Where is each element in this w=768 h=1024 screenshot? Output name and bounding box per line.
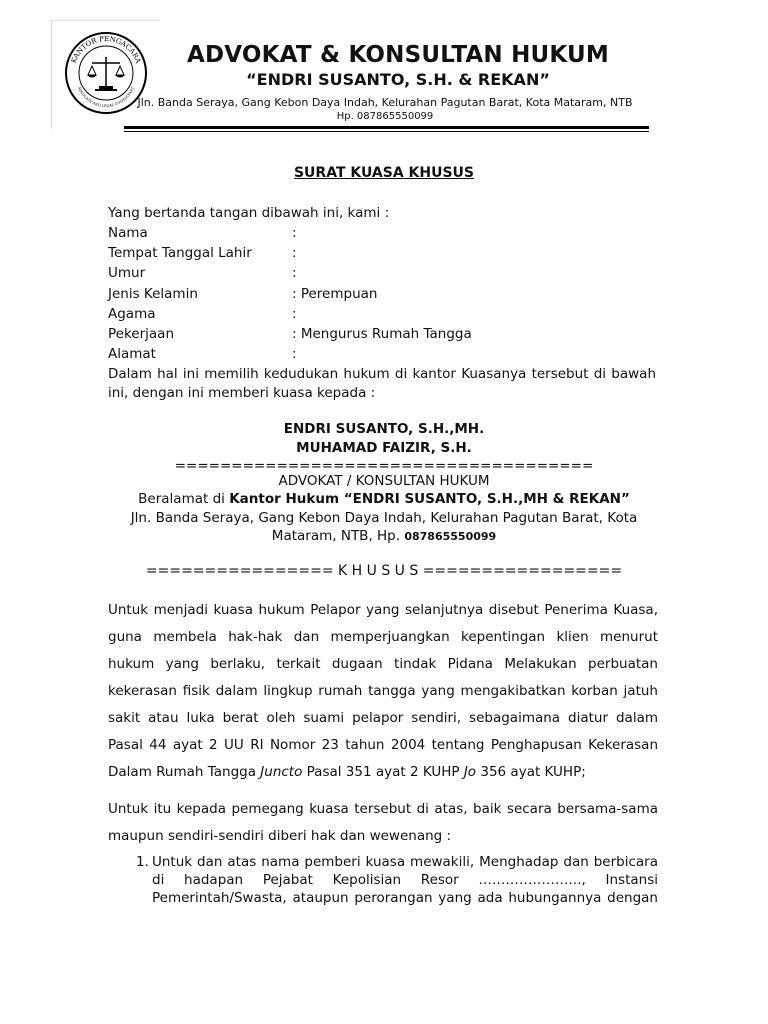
identity-value: : Mengurus Rumah Tangga [292,326,472,342]
identity-label: Jenis Kelamin [108,286,198,302]
identity-label: Pekerjaan [108,326,175,342]
khusus-divider: ================ K H U S U S ================= [145,563,623,579]
authority-paragraph [108,796,658,850]
purpose-line: guna membela hak-hak dan memperjuangkan kepentingan klien menurut [108,629,658,645]
identity-label: Agama [108,306,156,322]
logo-text-top: KANTOR PENGACARA [69,34,143,65]
separator: ===================================== [174,458,594,474]
item-line: Pemerintah/Swasta, ataupun perorangan yang ada hubungannya dengan [152,890,658,906]
identity-row-ttl [108,245,668,265]
identity-value: : [292,346,297,362]
identity-value: : [292,265,297,281]
identity-value: : [292,225,297,241]
identity-row-pekerjaan [108,326,668,346]
authority-line: maupun sendiri-sendiri diberi hak dan wewenang : [108,828,452,844]
office-prefix: Beralamat di [138,491,230,507]
firm-subtitle: “ENDRI SUSANTO, S.H. & REKAN” [246,70,550,89]
delegation-line: ini, dengan ini memberi kuasa kepada : [108,385,376,401]
office-address-line: Jln. Banda Seraya, Gang Kebon Daya Indah, Kelurahan Pagutan Barat, Kota [130,510,638,526]
identity-row-alamat [108,346,668,366]
identity-row-umur [108,265,668,285]
authority-line: Untuk itu kepada pemegang kuasa tersebut di atas, baik secara bersama-sama [108,801,658,817]
letterhead-rule-thick [124,126,649,129]
intro-text: Yang bertanda tangan dibawah ini, kami : [108,205,390,221]
identity-value: : Perempuan [292,286,378,302]
firm-address: Jln. Banda Seraya, Gang Kebon Daya Indah, Kelurahan Pagutan Barat, Kota Mataram, NTB [137,96,633,109]
identity-row-jenis-kelamin [108,286,668,306]
office-address-line: Mataram, NTB, Hp. 087865550099 [271,528,497,544]
identity-value: : [292,245,297,261]
office-phone: 087865550099 [404,530,497,543]
identity-label: Umur [108,265,146,281]
purpose-line: hukum yang berlaku, terkait dugaan tindak Pidana Melakukan perbuatan [108,656,658,672]
item-line: Untuk dan atas nama pemberi kuasa mewakili, Menghadap dan berbicara [152,854,658,870]
purpose-line: kekerasan fisik dalam lingkup rumah tangga yang mengakibatkan korban jatuh [108,683,658,699]
identity-label: Nama [108,225,148,241]
purpose-line: Dalam Rumah Tangga Juncto Pasal 351 ayat 2 KUHP Jo 356 ayat KUHP; [108,764,586,780]
logo-text-bottom: ADVOCATE AND LEGAL CONSULTANT [76,86,136,109]
identity-label: Tempat Tanggal Lahir [108,245,252,261]
item-number: 1. [136,854,149,870]
purpose-line: Pasal 44 ayat 2 UU RI Nomor 23 tahun 2004 tentang Penghapusan Kekerasan [108,737,658,753]
delegation-line: Dalam hal ini memilih kedudukan hukum di kantor Kuasanya tersebut di bawah [108,366,656,382]
identity-row-agama [108,306,668,326]
firm-title: ADVOKAT & KONSULTAN HUKUM [187,42,609,68]
purpose-line: sakit atau luka berat oleh suami pelapor sendiri, sebagaimana diatur dalam [108,710,658,726]
document-title: SURAT KUASA KHUSUS [293,165,475,181]
identity-value: : [292,306,297,322]
office-line [0,491,768,507]
authority-item [136,853,658,907]
purpose-line: Untuk menjadi kuasa hukum Pelapor yang selanjutnya disebut Penerima Kuasa, [108,602,658,618]
identity-label: Alamat [108,346,156,362]
attorney-name: MUHAMAD FAIZIR, S.H. [296,440,472,456]
office-name: Kantor Hukum “ENDRI SUSANTO, S.H.,MH & REKAN” [229,491,630,507]
purpose-paragraph [108,597,658,786]
attorney-name: ENDRI SUSANTO, S.H.,MH. [283,421,485,437]
letterhead-rule-thin [124,131,649,132]
item-line: di hadapan Pejabat Kepolisian Resor ………………….., Instansi [152,872,658,888]
office-role: ADVOKAT / KONSULTAN HUKUM [278,473,490,489]
firm-phone: Hp. 087865550099 [336,111,434,122]
identity-row-nama [108,225,668,245]
